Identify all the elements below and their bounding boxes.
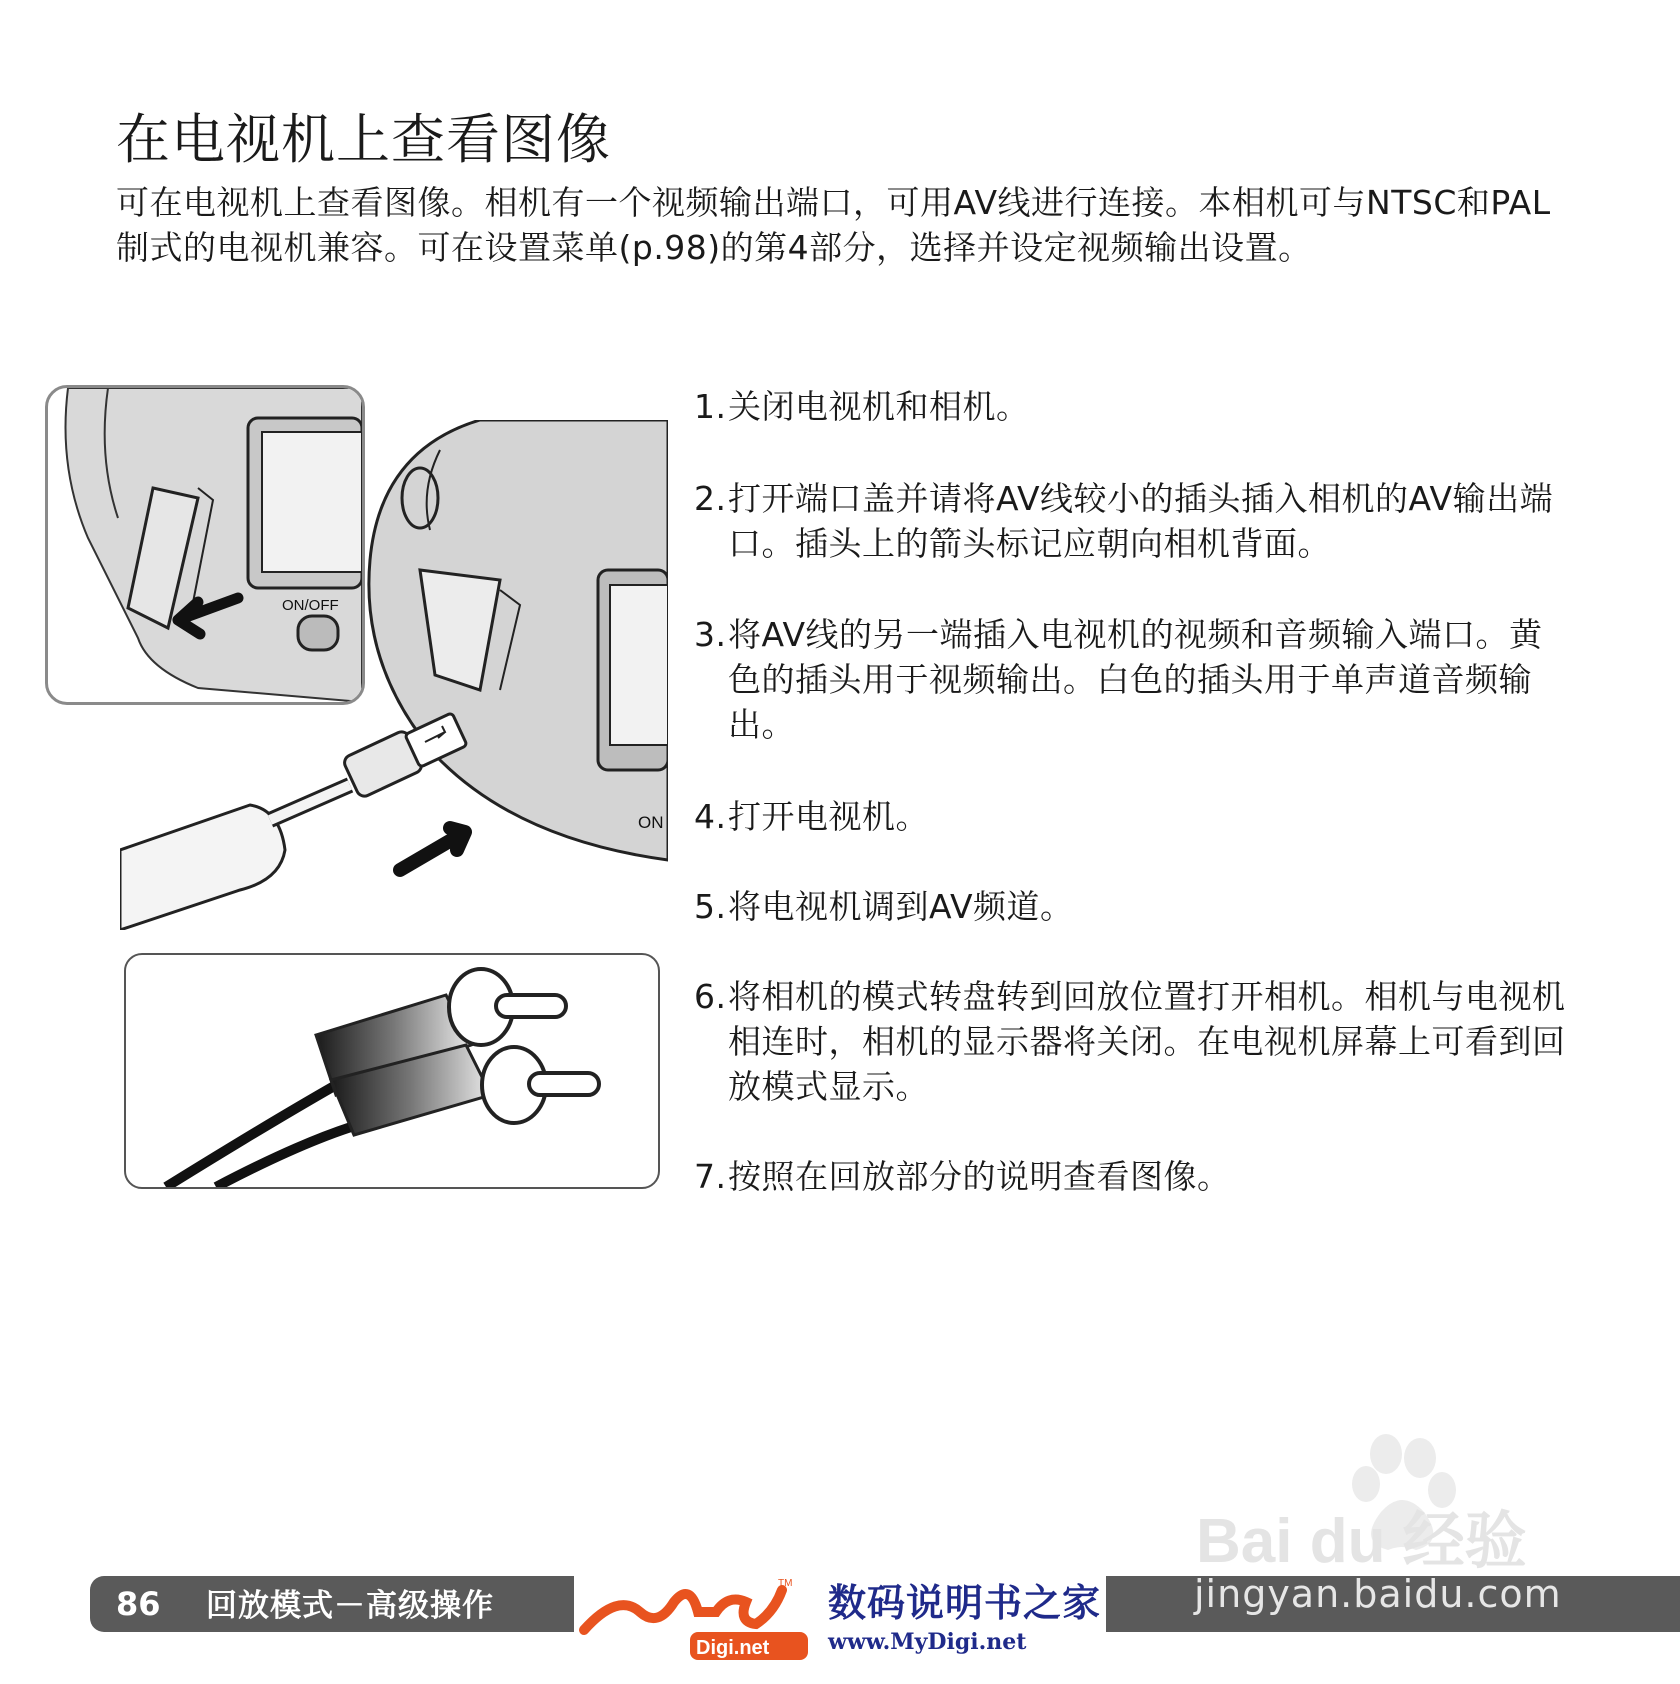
step-number: 1. <box>694 387 727 426</box>
step-4 <box>694 794 1574 839</box>
step-text: 关闭电视机和相机。 <box>728 387 1030 426</box>
mydigi-badge: Digi.net <box>696 1637 770 1659</box>
watermark-logo-text: Bai du 经验 <box>1196 1507 1527 1576</box>
step-number: 3. <box>694 615 727 654</box>
watermark-url: jingyan.baidu.com <box>1194 1572 1562 1616</box>
step-3 <box>694 612 1574 747</box>
step-number: 5. <box>694 887 727 926</box>
intro-paragraph: 可在电视机上查看图像。相机有一个视频输出端口，可用AV线进行连接。本相机可与NTSC和PAL制式的电视机兼容。可在设置菜单(p.98)的第4部分，选择并设定视频输出设置。 <box>116 183 1551 267</box>
step-text: 打开端口盖并请将AV线较小的插头插入相机的AV输出端口。插头上的箭头标记应朝向相机背面。 <box>728 479 1554 563</box>
step-text: 将相机的模式转盘转到回放位置打开相机。相机与电视机相连时，相机的显示器将关闭。在电视机屏幕上可看到回放模式显示。 <box>728 977 1566 1106</box>
mydigi-brand-name: 数码说明书之家 <box>828 1580 1102 1625</box>
step-text: 将电视机调到AV频道。 <box>728 887 1074 926</box>
mydigi-url: www.MyDigi.net <box>828 1629 1027 1655</box>
on-off-label: ON/OFF <box>282 597 339 614</box>
page-title: 在电视机上查看图像 <box>116 108 611 171</box>
step-text: 按照在回放部分的说明查看图像。 <box>728 1157 1231 1196</box>
step-5 <box>694 884 1574 929</box>
step-number: 7. <box>694 1157 727 1196</box>
rca-plugs-illustration <box>124 953 660 1189</box>
step-6 <box>694 974 1574 1109</box>
av-cable-connection-illustration <box>120 420 668 930</box>
mydigi-tm: TM <box>778 1578 793 1589</box>
step-7 <box>694 1154 1574 1199</box>
on-label: ON <box>638 813 664 832</box>
page-number: 86 <box>116 1585 161 1623</box>
step-number: 2. <box>694 479 727 518</box>
step-1 <box>694 384 1574 429</box>
step-number: 6. <box>694 977 727 1016</box>
step-text: 将AV线的另一端插入电视机的视频和音频输入端口。黄色的插头用于视频输出。白色的插头用于单声道音频输出。 <box>728 615 1543 744</box>
step-text: 打开电视机。 <box>728 797 929 836</box>
section-title: 回放模式－高级操作 <box>206 1588 494 1624</box>
step-2 <box>694 476 1574 566</box>
step-number: 4. <box>694 797 727 836</box>
